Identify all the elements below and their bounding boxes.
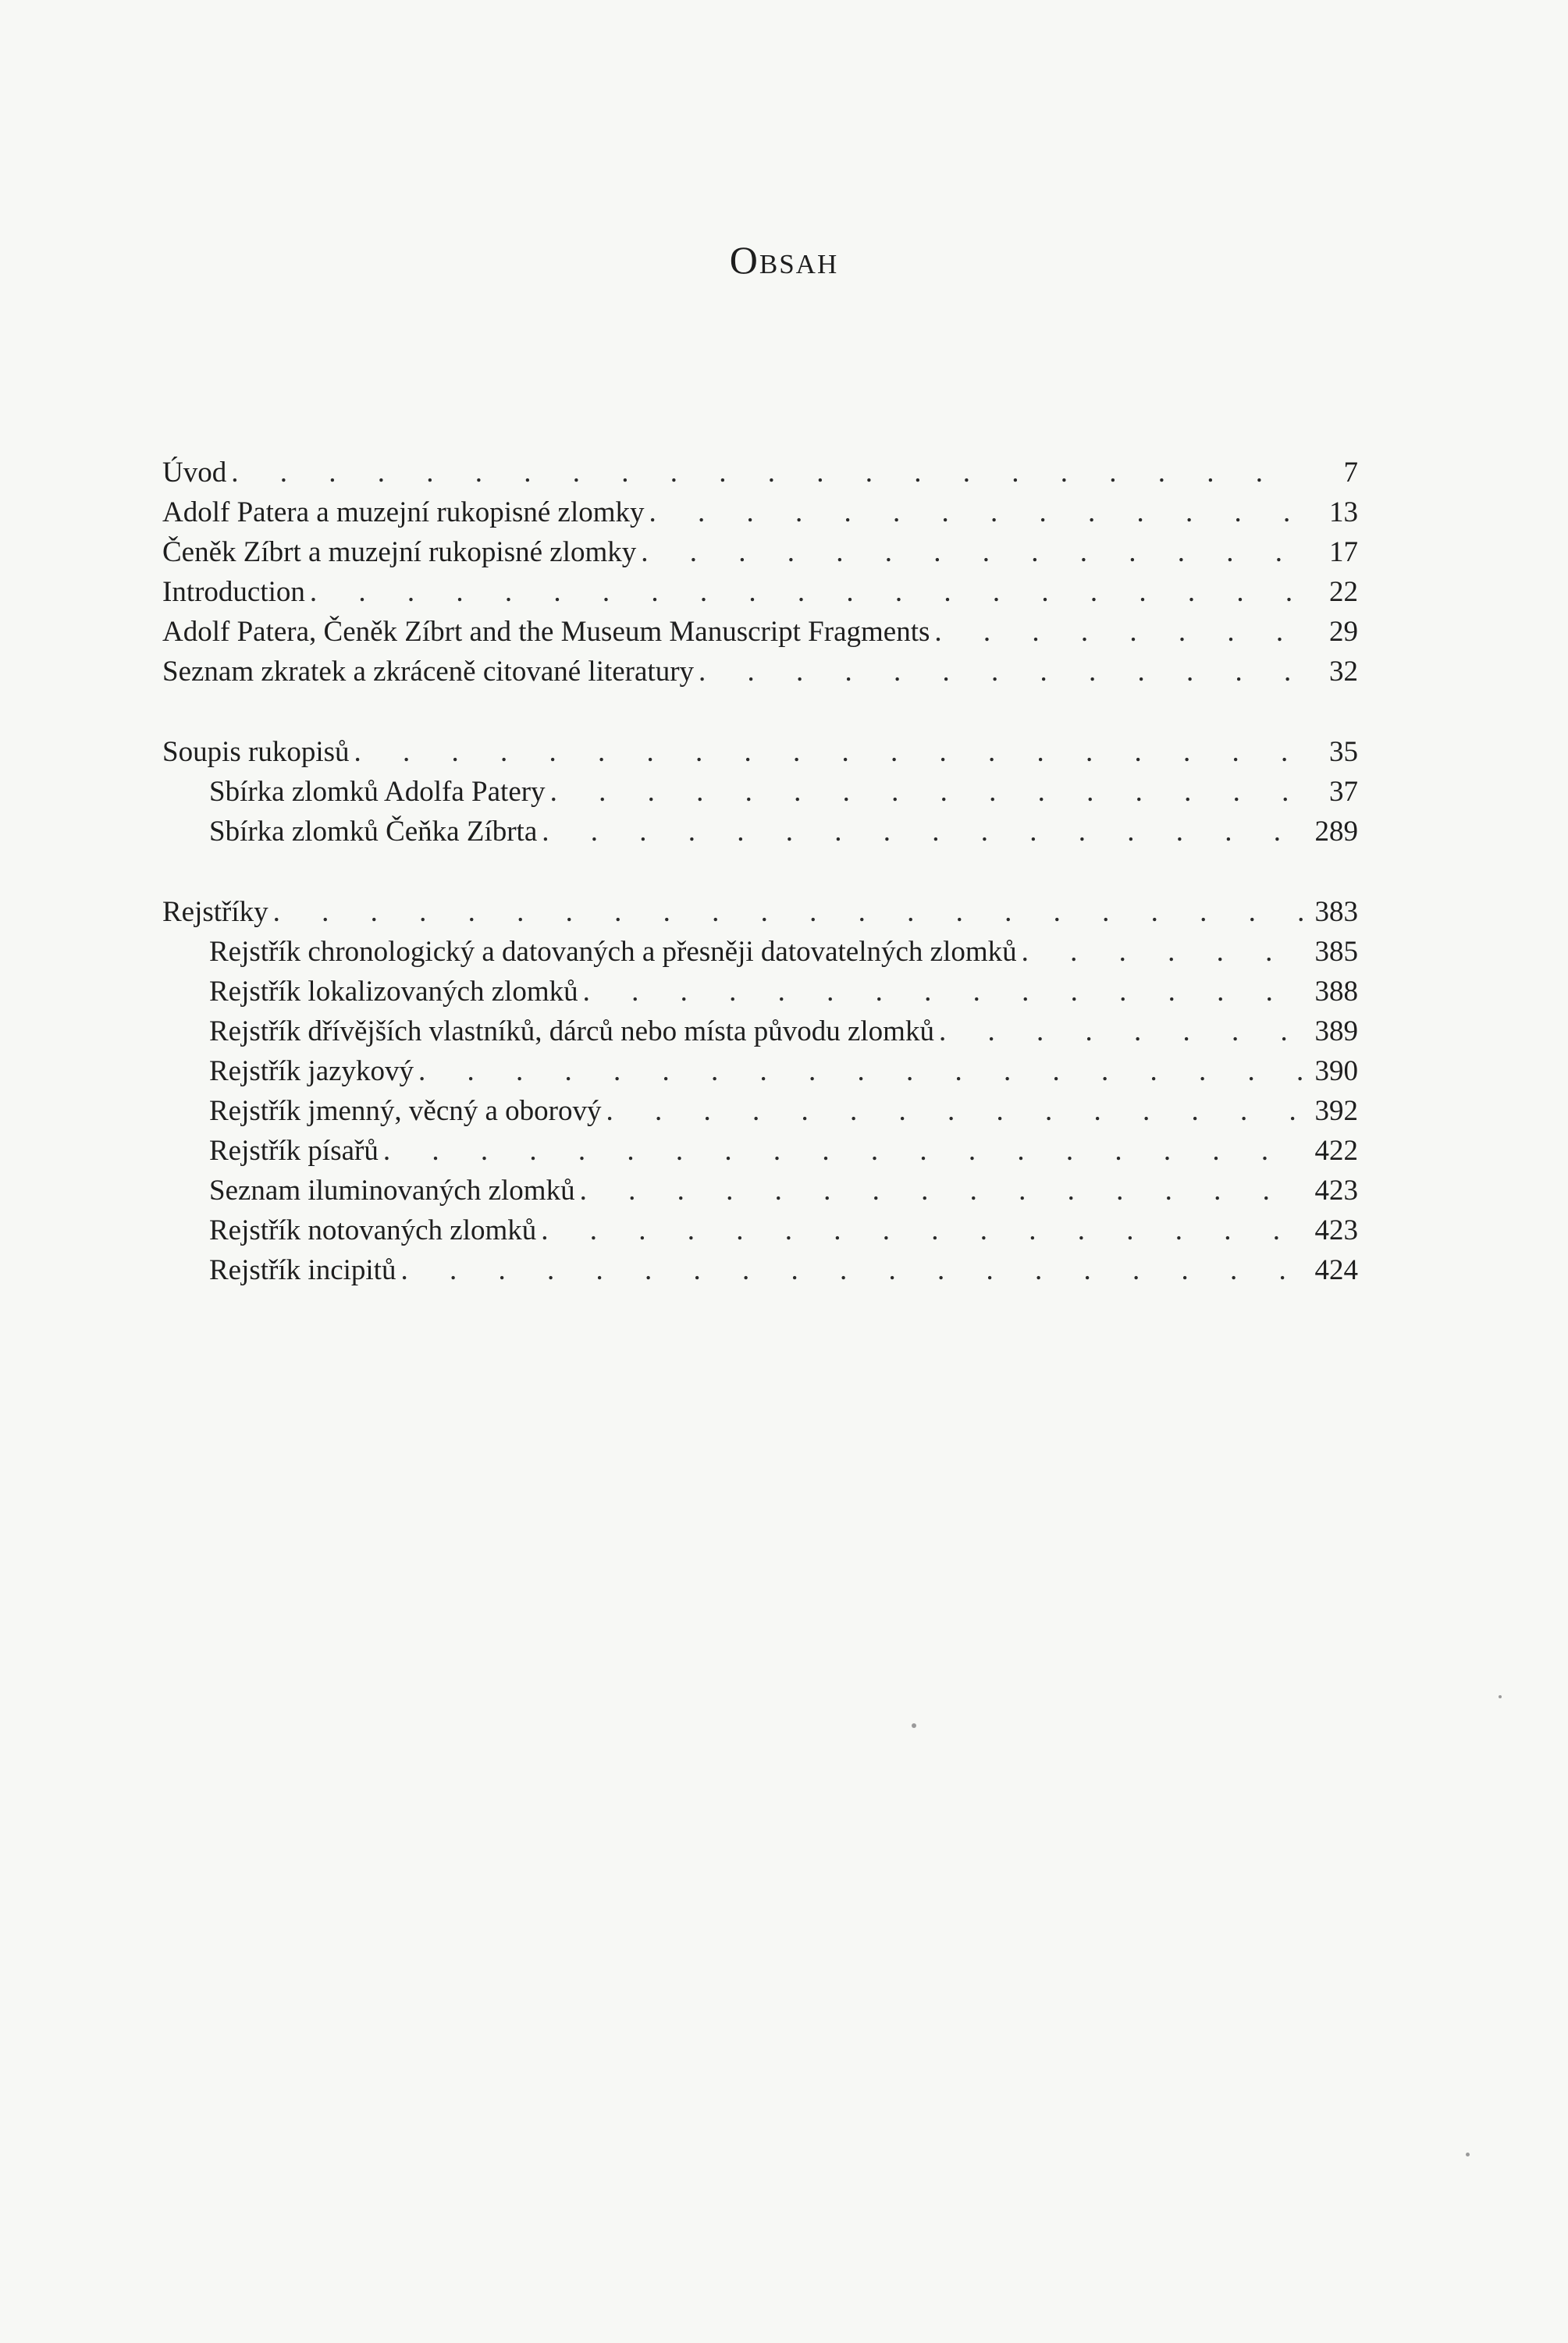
toc-entry-title: Rejstřík incipitů bbox=[209, 1254, 396, 1286]
toc-entry-page: 35 bbox=[1329, 736, 1358, 768]
toc-entry-title: Adolf Patera a muzejní rukopisné zlomky bbox=[162, 496, 645, 528]
toc-subentry[interactable] bbox=[162, 1211, 1358, 1250]
toc-entry[interactable] bbox=[162, 612, 1358, 652]
dot-leader bbox=[542, 812, 1303, 852]
toc-entry-title: Rejstřík lokalizovaných zlomků bbox=[209, 976, 578, 1008]
toc-subentry[interactable] bbox=[162, 932, 1358, 972]
toc-entry-page: 32 bbox=[1329, 656, 1358, 688]
toc-entry-title: Adolf Patera, Čeněk Zíbrt and the Museum Manuscript Fragments bbox=[162, 616, 930, 648]
dot-leader bbox=[583, 972, 1303, 1012]
toc-group-intro bbox=[162, 453, 1358, 692]
toc-group-manuscripts bbox=[162, 732, 1358, 852]
dot-leader bbox=[580, 1171, 1303, 1211]
dot-leader bbox=[606, 1091, 1303, 1131]
toc-subentry[interactable] bbox=[162, 1131, 1358, 1171]
dot-leader bbox=[550, 772, 1303, 812]
toc-entry[interactable] bbox=[162, 652, 1358, 692]
dot-leader bbox=[273, 892, 1303, 932]
toc-entry-title: Rejstříky bbox=[162, 896, 268, 928]
toc-entry-title: Rejstřík písařů bbox=[209, 1135, 379, 1167]
toc-entry-page: 390 bbox=[1314, 1055, 1358, 1087]
toc-entry-title: Rejstřík chronologický a datovaných a přesněji datovatelných zlomků bbox=[209, 936, 1017, 968]
toc-entry-page: 392 bbox=[1314, 1095, 1358, 1127]
toc-entry-page: 423 bbox=[1314, 1214, 1358, 1246]
toc-entry-title: Rejstřík jazykový bbox=[209, 1055, 414, 1087]
toc-subentry[interactable] bbox=[162, 1250, 1358, 1290]
toc-entry-page: 29 bbox=[1329, 616, 1358, 648]
paper-speck bbox=[1466, 2153, 1470, 2156]
dot-leader bbox=[400, 1250, 1303, 1290]
dot-leader bbox=[541, 1211, 1303, 1250]
toc-group-indexes bbox=[162, 892, 1358, 1290]
toc-entry-page: 422 bbox=[1314, 1135, 1358, 1167]
toc-entry[interactable] bbox=[162, 532, 1358, 572]
toc-subentry[interactable] bbox=[162, 1171, 1358, 1211]
toc-entry[interactable] bbox=[162, 732, 1358, 772]
toc-subentry[interactable] bbox=[162, 772, 1358, 812]
paper-speck bbox=[912, 1723, 916, 1728]
toc-entry-page: 385 bbox=[1314, 936, 1358, 968]
toc-entry[interactable] bbox=[162, 892, 1358, 932]
toc-entry-title: Rejstřík notovaných zlomků bbox=[209, 1214, 537, 1246]
dot-leader bbox=[649, 492, 1303, 532]
toc-entry-page: 7 bbox=[1343, 457, 1358, 489]
dot-leader bbox=[310, 572, 1303, 612]
toc-entry-page: 383 bbox=[1314, 896, 1358, 928]
toc-subentry[interactable] bbox=[162, 1012, 1358, 1051]
dot-leader bbox=[641, 532, 1303, 572]
toc-entry[interactable] bbox=[162, 453, 1358, 492]
toc-entry-page: 17 bbox=[1329, 536, 1358, 568]
dot-leader bbox=[934, 612, 1303, 652]
toc-entry-title: Sbírka zlomků Adolfa Patery bbox=[209, 776, 546, 808]
toc-entry-title: Seznam zkratek a zkráceně citované literatury bbox=[162, 656, 695, 688]
toc-entry-page: 389 bbox=[1314, 1015, 1358, 1047]
dot-leader bbox=[939, 1012, 1303, 1051]
toc-entry-title: Seznam iluminovaných zlomků bbox=[209, 1175, 575, 1207]
toc-entry-page: 289 bbox=[1314, 816, 1358, 848]
toc-subentry[interactable] bbox=[162, 972, 1358, 1012]
toc-entry-title: Úvod bbox=[162, 457, 227, 489]
dot-leader bbox=[383, 1131, 1303, 1171]
toc-entry-title: Introduction bbox=[162, 576, 305, 608]
toc-subentry[interactable] bbox=[162, 1051, 1358, 1091]
paper-speck bbox=[1499, 1695, 1502, 1698]
dot-leader bbox=[418, 1051, 1303, 1091]
toc-entry-page: 388 bbox=[1314, 976, 1358, 1008]
page-title: Obsah bbox=[729, 237, 839, 282]
toc-entry-title: Soupis rukopisů bbox=[162, 736, 350, 768]
toc-entry-title: Sbírka zlomků Čeňka Zíbrta bbox=[209, 816, 538, 848]
dot-leader bbox=[354, 732, 1303, 772]
dot-leader bbox=[699, 652, 1303, 692]
toc-entry-page: 22 bbox=[1329, 576, 1358, 608]
toc-entry-page: 424 bbox=[1314, 1254, 1358, 1286]
toc-entry-page: 423 bbox=[1314, 1175, 1358, 1207]
table-of-contents bbox=[162, 453, 1358, 1290]
toc-entry-page: 13 bbox=[1329, 496, 1358, 528]
toc-entry[interactable] bbox=[162, 572, 1358, 612]
dot-leader bbox=[231, 453, 1303, 492]
toc-entry-title: Rejstřík jmenný, věcný a oborový bbox=[209, 1095, 602, 1127]
toc-subentry[interactable] bbox=[162, 812, 1358, 852]
toc-subentry[interactable] bbox=[162, 1091, 1358, 1131]
toc-entry[interactable] bbox=[162, 492, 1358, 532]
dot-leader bbox=[1022, 932, 1303, 972]
toc-entry-title: Rejstřík dřívějších vlastníků, dárců nebo místa původu zlomků bbox=[209, 1015, 934, 1047]
toc-entry-page: 37 bbox=[1329, 776, 1358, 808]
toc-entry-title: Čeněk Zíbrt a muzejní rukopisné zlomky bbox=[162, 536, 637, 568]
